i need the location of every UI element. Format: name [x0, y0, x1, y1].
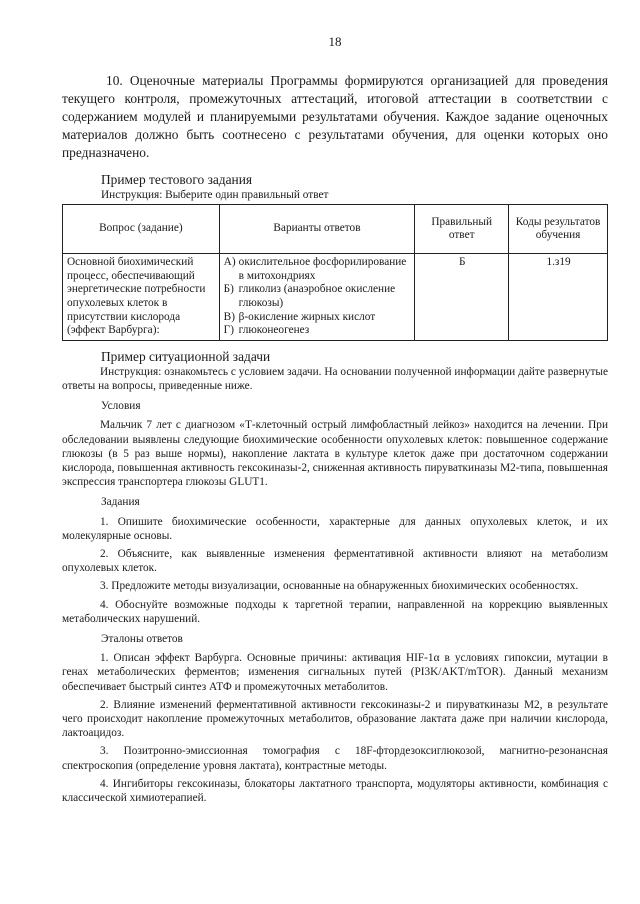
situational-instruction: Инструкция: ознакомьтесь с условием задачи. На основании полученной информации дайте развернутые ответы на вопросы, приведенные ниже. [62, 365, 608, 392]
page-number: 18 [328, 34, 342, 49]
task-item: 1. Опишите биохимические особенности, характерные для данных опухолевых клеток, и их молекулярные основы. [62, 515, 608, 542]
answer-item: 4. Ингибиторы гексокиназы, блокаторы лактатного транспорта, модуляторы активности, комбинация с классической химиотерапией. [62, 777, 608, 805]
tasks-label: Задания [101, 496, 140, 509]
answer-item: 3. Позитронно-эмиссионная томография с 18F-фтордезоксиглюкозой, магнитно-резонансная спектроскопия (определение уровня лактата), контрастные методы. [62, 745, 608, 772]
header-result-codes: Коды результатов обучения [509, 205, 608, 254]
correct-answer-cell: Б [415, 254, 509, 341]
task-item: 4. Обоснуйте возможные подходы к таргетной терапии, направленной на коррекцию выявленных метаболических нарушений. [62, 598, 608, 625]
answers-label: Эталоны ответов [101, 633, 183, 646]
task-item: 3. Предложите методы визуализации, основанные на обнаруженных биохимических особенностях. [100, 580, 579, 593]
intro-paragraph: 10. Оценочные материалы Программы формируются организацией для проведения текущего контроля, промежуточных аттестаций, итоговой аттестации в соответствии с содержанием модулей и планируемыми результатами обучения. Каждое задание оценочных материалов должно быть соотнесено с результатами обучения, для оценки которых оно предназначено. [62, 73, 608, 160]
answer-item: 2. Влияние изменений ферментативной активности гексокиназы-2 и пируваткиназы М2, в результате чего происходит накопление промежуточных метаболитов, образование лактата даже при наличии кислорода, лактоацидоз. [62, 698, 608, 740]
question-cell: Основной биохимический процесс, обеспечивающий энергетические потребности опухолевых клеток в присутствии кислорода (эффект Варбурга): [63, 254, 220, 341]
conditions-label: Условия [101, 400, 141, 413]
header-question: Вопрос (задание) [63, 205, 220, 254]
situational-heading: Пример ситуационной задачи [101, 348, 271, 364]
answer-item: 1. Описан эффект Варбурга. Основные причины: активация HIF-1α в условиях гипоксии, мутации в генах метаболических ферментов; изменения сигнальных путей (PI3K/AKT/mTOR). Данный механизм обеспечивает быстрый синтез АТФ и промежуточных метаболитов. [62, 652, 608, 693]
header-correct-answer: Правильный ответ [415, 205, 509, 254]
option-c: В) β-окисление жирных кислот [223, 310, 376, 323]
conditions-text: Мальчик 7 лет с диагнозом «Т-клеточный острый лимфобластный лейкоз» находится на лечении. При обследовании выявлены следующие биохимические особенности опухолевых клеток: повышенное содержание глюкозы (в 5 раз выше нормы), накопление лактата в культуре клеток даже при достаточном содержании кислорода, повышенная активность гексокиназы-2, сниженная активность пируваткиназы М2-типа, повышенная экспрессия транспортера глюкозы GLUT1. [62, 419, 608, 489]
header-options: Варианты ответов [219, 205, 415, 254]
task-item: 2. Объясните, как выявленные изменения ферментативной активности влияют на метаболизм опухолевых клеток. [62, 548, 608, 575]
result-code-cell: 1.з19 [509, 254, 608, 341]
options-cell [219, 254, 415, 341]
option-a: А) окислительное фосфорилирование в митохондриях [223, 256, 407, 282]
test-instruction: Инструкция: Выберите один правильный ответ [101, 189, 329, 201]
test-table [62, 204, 608, 341]
option-b: Б) гликолиз (анаэробное окисление глюкозы) [223, 283, 396, 309]
test-table-row [63, 254, 608, 341]
option-d: Г) глюконеогенез [223, 324, 310, 337]
test-example-heading: Пример тестового задания [101, 172, 253, 187]
test-table-header-row [63, 205, 608, 254]
